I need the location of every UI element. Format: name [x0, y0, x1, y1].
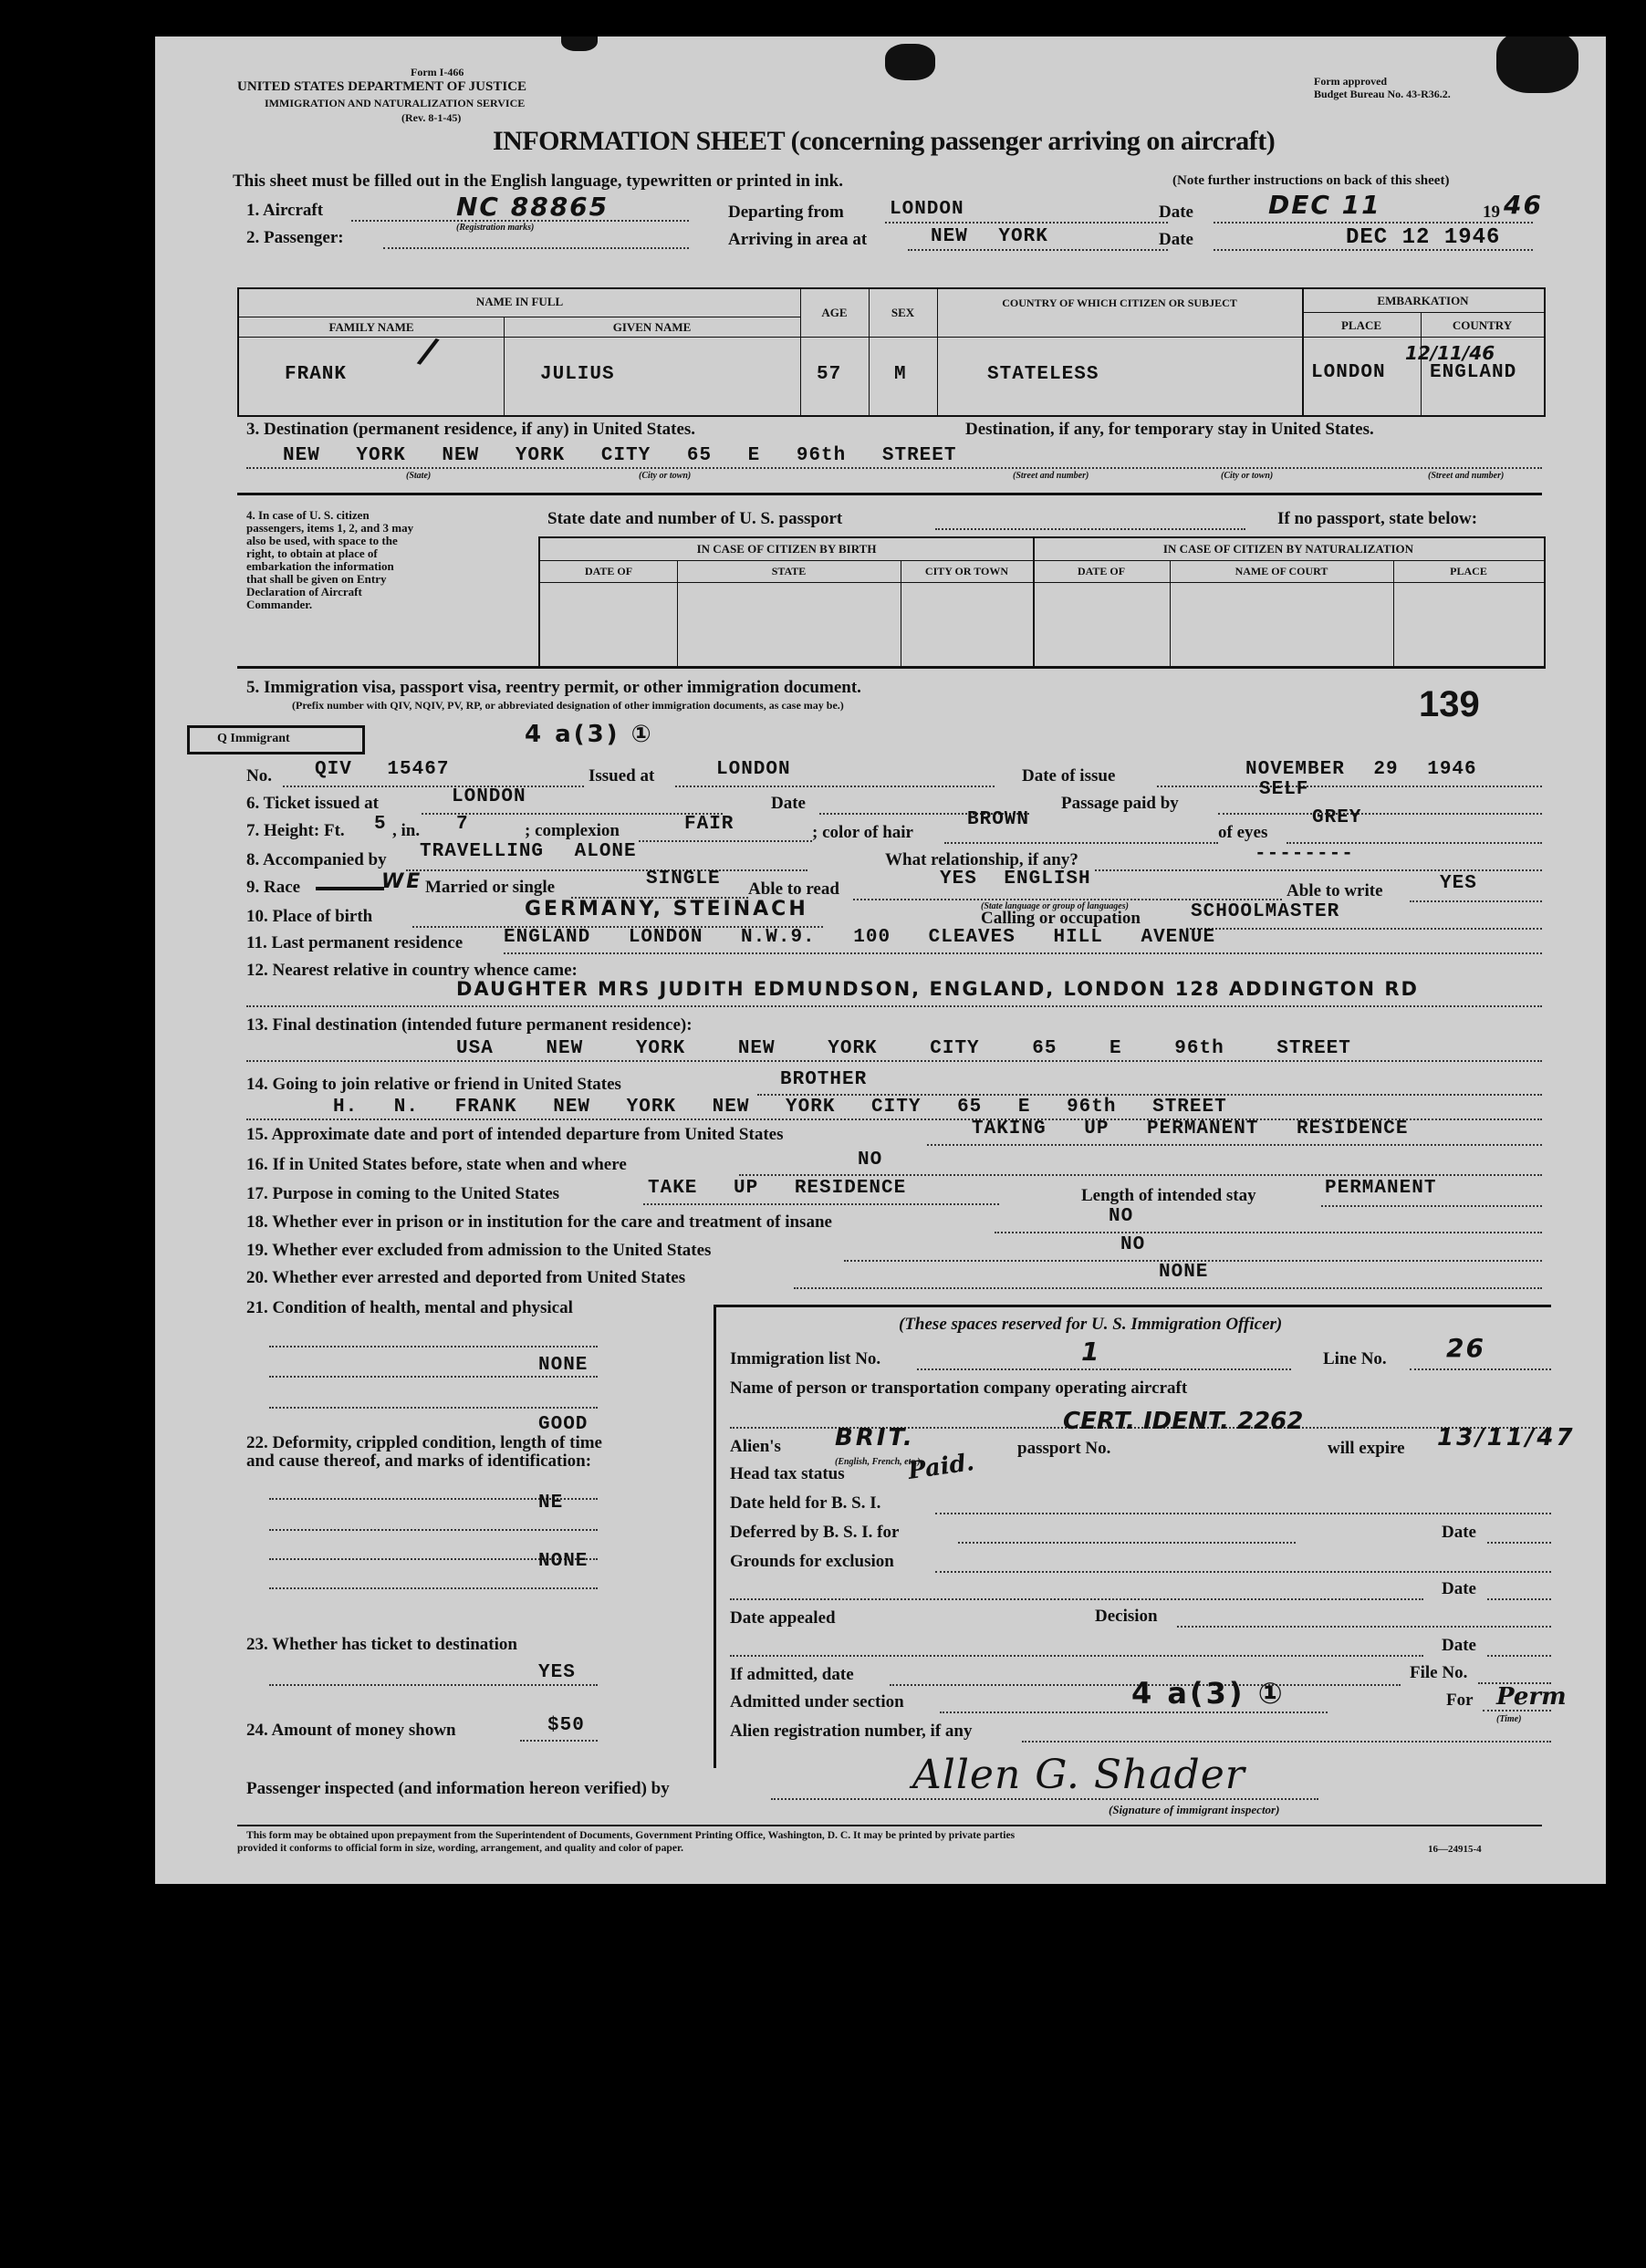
visa-number: QIV 15467: [315, 759, 450, 780]
given-name-header: GIVEN NAME: [612, 320, 692, 334]
destination-state-sub: (State): [406, 471, 432, 481]
ticket-value: LONDON: [452, 786, 526, 807]
prison-label: 18. Whether ever in prison or in institution for the care and treatment of insane: [246, 1212, 832, 1232]
ticket-date-label: Date: [771, 794, 806, 813]
previously-in-us-value: NO: [858, 1150, 883, 1170]
able-to-write-value: YES: [1440, 873, 1477, 894]
married-value: SINGLE: [646, 869, 721, 890]
destination-value: NEW YORK NEW YORK CITY 65 E 96th STREET: [283, 445, 957, 466]
head-tax-value: Paid.: [906, 1449, 976, 1485]
country-header: COUNTRY OF WHICH CITIZEN OR SUBJECT: [1002, 297, 1237, 309]
height-ft: 5: [374, 814, 387, 835]
visa-no-label: No.: [246, 766, 272, 785]
temp-street-sub: (Street and number): [1428, 471, 1505, 481]
married-label: Married or single: [425, 878, 556, 897]
form-code: 16—24915-4: [1428, 1844, 1482, 1855]
relationship-value: --------: [1255, 844, 1354, 865]
inspected-label: Passenger inspected (and information hereon verified) by: [246, 1779, 670, 1798]
excluded-value: NO: [1120, 1234, 1146, 1255]
family-name-value: FRANK: [285, 364, 348, 385]
appealed-label: Date appealed: [730, 1608, 836, 1628]
language-sub: (State language or group of languages): [981, 901, 1129, 911]
decision-label: Decision: [1095, 1607, 1158, 1626]
accompanied-label: 8. Accompanied by: [246, 850, 387, 869]
stamp-number: 139: [1419, 684, 1480, 724]
immigrant-box: Q Immigrant: [187, 725, 365, 754]
deported-value: NONE: [1159, 1262, 1209, 1283]
age-value: 57: [817, 364, 842, 385]
money-label: 24. Amount of money shown: [246, 1721, 456, 1740]
final-destination-value: USA NEW YORK NEW YORK CITY 65 E 96th STREET: [456, 1038, 1351, 1059]
health-label: 21. Condition of health, mental and physical: [246, 1298, 573, 1317]
birthplace-value: GERMANY, STEINACH: [525, 898, 808, 921]
destination-street-sub: (Street and number): [1013, 471, 1089, 481]
going-to-join-value: BROTHER: [780, 1069, 868, 1090]
name-in-full-header: NAME IN FULL: [475, 295, 564, 308]
occupation-value: SCHOOLMASTER: [1191, 901, 1340, 922]
grounds-date-label: Date: [1442, 1579, 1476, 1598]
ink-blot: [561, 36, 598, 51]
for-sub: (Time): [1496, 1714, 1522, 1724]
col-city-or-town: CITY OR TOWN: [924, 565, 1009, 577]
arrival-date-stamp: DEC 12 1946: [1346, 225, 1501, 250]
country-col-header: COUNTRY: [1452, 318, 1513, 332]
visa-sub: (Prefix number with QIV, NQIV, PV, RP, or abbreviated designation of other immigration documents, as case may be.): [292, 699, 844, 712]
line-no-label: Line No.: [1323, 1349, 1387, 1368]
temporary-destination-label: Destination, if any, for temporary stay in United States.: [965, 420, 1374, 439]
visa-label: 5. Immigration visa, passport visa, reentry permit, or other immigration document.: [246, 678, 861, 697]
money-value: $50: [547, 1715, 585, 1736]
race-label: 9. Race: [246, 878, 301, 897]
approval-line-2: Budget Bureau No. 43-R36.2.: [1314, 88, 1451, 100]
prison-value: NO: [1109, 1206, 1134, 1227]
footer-note-1: This form may be obtained upon prepayment from the Superintendent of Documents, Government Printing Office, Washington, D. C. It may be printed by private parties: [246, 1829, 1016, 1841]
arriving-label: Arriving in area at: [728, 230, 868, 249]
height-in-label: , in.: [392, 821, 421, 840]
name-table: [237, 287, 1546, 417]
embark-place-value: LONDON: [1311, 362, 1386, 383]
passage-paid-label: Passage paid by: [1061, 794, 1179, 813]
health-value-2: GOOD: [538, 1414, 589, 1435]
race-value: WE: [381, 870, 423, 893]
place-header: PLACE: [1340, 318, 1382, 332]
deformity-label: 22. Deformity, crippled condition, length of time and cause thereof, and marks of identification:: [246, 1433, 602, 1471]
passport-no-value: CERT. IDENT. 2262: [1063, 1408, 1304, 1435]
operator-label: Name of person or transportation company operating aircraft: [730, 1378, 1188, 1398]
passage-paid-value: SELF: [1259, 779, 1309, 800]
temp-city-sub: (City or town): [1221, 471, 1274, 481]
col-name-of-court: NAME OF COURT: [1234, 565, 1328, 577]
signature-sub: (Signature of immigrant inspector): [1109, 1803, 1280, 1816]
deferred-label: Deferred by B. S. I. for: [730, 1523, 900, 1542]
date-of-issue-value: NOVEMBER 29 1946: [1245, 759, 1477, 780]
date-of-issue-label: Date of issue: [1022, 766, 1116, 785]
footer-note-2: provided it conforms to official form in size, wording, arrangement, and quality and color of paper.: [237, 1842, 683, 1854]
eyes-value: GREY: [1312, 807, 1362, 828]
ticket-destination-label: 23. Whether has ticket to destination: [246, 1635, 517, 1654]
length-of-stay-value: PERMANENT: [1325, 1178, 1437, 1199]
inspector-signature: Allen G. Shader: [912, 1752, 1245, 1798]
passport-no-label: passport No.: [1017, 1439, 1111, 1458]
departing-label: Departing from: [728, 203, 844, 222]
passport-label: State date and number of U. S. passport: [547, 509, 843, 528]
departure-date: DEC 11: [1268, 190, 1381, 220]
admitted-section-value: 4 a(3) ①: [1131, 1676, 1286, 1711]
issued-at-value: LONDON: [716, 759, 791, 780]
deferred-date-label: Date: [1442, 1523, 1476, 1542]
ink-blot: [885, 44, 935, 80]
able-to-write-label: Able to write: [1287, 881, 1383, 900]
for-value: Perm: [1496, 1683, 1567, 1711]
col-place: PLACE: [1450, 565, 1487, 577]
for-label: For: [1446, 1691, 1474, 1710]
previously-in-us-label: 16. If in United States before, state when and where: [246, 1155, 627, 1174]
health-value-1: NONE: [538, 1355, 589, 1376]
col-state: STATE: [771, 565, 807, 577]
line-no-value: 26: [1446, 1333, 1485, 1363]
deformity-value-2: NONE: [538, 1551, 589, 1572]
date-label-2: Date: [1159, 230, 1193, 249]
ink-blot: [1496, 36, 1578, 93]
aircraft-value: NC 88865: [456, 192, 609, 222]
destination-label: 3. Destination (permanent residence, if any) in United States.: [246, 420, 696, 439]
going-to-join-label: 14. Going to join relative or friend in United States: [246, 1075, 621, 1094]
excluded-label: 19. Whether ever excluded from admission to the United States: [246, 1241, 712, 1260]
final-destination-label: 13. Final destination (intended future permanent residence):: [246, 1015, 693, 1035]
approval-line-1: Form approved: [1314, 75, 1388, 88]
visa-section-handwritten: 4 a(3) ①: [525, 721, 654, 748]
embark-date-handwritten: 12/11/46: [1405, 342, 1495, 364]
aircraft-sub: (Registration marks): [456, 223, 535, 233]
age-header: AGE: [821, 306, 848, 319]
citizen-table: [538, 536, 1546, 669]
embarkation-header: EMBARKATION: [1377, 294, 1469, 307]
alien-nationality-value: BRIT.: [835, 1424, 915, 1451]
nearest-relative-value: DAUGHTER MRS JUDITH EDMUNDSON, ENGLAND, LONDON 128 ADDINGTON RD: [456, 978, 1419, 1000]
department: UNITED STATES DEPARTMENT OF JUSTICE: [237, 79, 527, 94]
form-number: Form I-466: [411, 66, 464, 78]
purpose-label: 17. Purpose in coming to the United States: [246, 1184, 560, 1203]
head-tax-label: Head tax status: [730, 1464, 845, 1483]
destination-city-sub: (City or town): [639, 471, 692, 481]
departure-label: 15. Approximate date and port of intended departure from United States: [246, 1125, 784, 1144]
year-prefix: 19: [1483, 203, 1500, 222]
issued-at-label: Issued at: [589, 766, 655, 785]
arriving-value: NEW YORK: [931, 226, 1048, 247]
alien-sub: (English, French, etc.): [835, 1457, 921, 1467]
family-name-header: FAMILY NAME: [328, 320, 414, 334]
able-to-read-value: YES ENGLISH: [940, 869, 1091, 890]
instruction: This sheet must be filled out in the English language, typewritten or printed in ink.: [233, 172, 843, 191]
admitted-section-label: Admitted under section: [730, 1692, 904, 1711]
alien-label: Alien's: [730, 1437, 781, 1456]
sex-value: M: [894, 364, 907, 385]
item4-instruction: 4. In case of U. S. citizen passengers, items 1, 2, and 3 may also be used, with space to the right, to obtain at place of embarkation the information that shall be given on Entry Declaration of Aircraft Commander.: [246, 508, 414, 611]
passenger-label: 2. Passenger:: [246, 228, 344, 247]
relative-address-value: H. N. FRANK NEW YORK NEW YORK CITY 65 E 96th STREET: [333, 1097, 1227, 1118]
last-residence-value: ENGLAND LONDON N.W.9. 100 CLEAVES HILL AVENUE: [504, 927, 1216, 948]
service: IMMIGRATION AND NATURALIZATION SERVICE: [265, 97, 526, 109]
col-date-of-1: DATE OF: [584, 565, 633, 577]
ticket-label: 6. Ticket issued at: [246, 794, 379, 813]
list-no-value: 1: [1081, 1337, 1101, 1367]
deformity-value-1: NE: [538, 1493, 564, 1514]
grounds-label: Grounds for exclusion: [730, 1552, 894, 1571]
embark-country-value: ENGLAND: [1430, 362, 1517, 383]
admitted-date-label: If admitted, date: [730, 1665, 854, 1684]
complexion-value: FAIR: [684, 814, 734, 835]
given-name-value: JULIUS: [540, 364, 615, 385]
height-label: 7. Height: Ft.: [246, 821, 345, 840]
revision: (Rev. 8-1-45): [401, 111, 462, 124]
able-to-read-label: Able to read: [748, 879, 839, 899]
birthplace-label: 10. Place of birth: [246, 907, 373, 926]
eyes-label: of eyes: [1218, 823, 1268, 842]
occupation-label: Calling or occupation: [981, 909, 1141, 928]
citizenship-value: STATELESS: [987, 364, 1099, 385]
page-title: INFORMATION SHEET (concerning passenger arriving on aircraft): [493, 126, 1276, 156]
aircraft-label: 1. Aircraft: [246, 201, 324, 220]
list-no-label: Immigration list No.: [730, 1349, 881, 1368]
expire-label: will expire: [1328, 1439, 1405, 1458]
check-mark: /: [414, 328, 443, 374]
departing-value: LONDON: [890, 199, 964, 220]
sex-header: SEX: [891, 306, 915, 319]
back-note: (Note further instructions on back of this sheet): [1172, 173, 1450, 188]
height-in: 7: [456, 814, 469, 835]
officer-section: [714, 1305, 1576, 1768]
complexion-label: ; complexion: [525, 821, 620, 840]
citizen-by-naturalization-header: IN CASE OF CITIZEN BY NATURALIZATION: [1162, 542, 1414, 556]
departure-year: 46: [1504, 190, 1543, 220]
form-sheet: [155, 36, 1606, 1884]
citizen-by-birth-header: IN CASE OF CITIZEN BY BIRTH: [696, 542, 877, 556]
relationship-label: What relationship, if any?: [885, 850, 1078, 869]
length-of-stay-label: Length of intended stay: [1081, 1186, 1256, 1205]
purpose-value: TAKE UP RESIDENCE: [648, 1178, 907, 1199]
expire-value: 13/11/47: [1437, 1424, 1576, 1451]
ticket-destination-value: YES: [538, 1662, 576, 1683]
nearest-relative-label: 12. Nearest relative in country whence came:: [246, 961, 578, 980]
accompanied-value: TRAVELLING ALONE: [420, 841, 637, 862]
last-residence-label: 11. Last permanent residence: [246, 933, 464, 952]
deported-label: 20. Whether ever arrested and deported from United States: [246, 1268, 686, 1287]
alien-registration-label: Alien registration number, if any: [730, 1722, 973, 1741]
departure-value: TAKING UP PERMANENT RESIDENCE: [972, 1118, 1409, 1139]
no-passport-label: If no passport, state below:: [1277, 509, 1478, 528]
officer-title: (These spaces reserved for U. S. Immigration Officer): [899, 1315, 1283, 1334]
date-held-label: Date held for B. S. I.: [730, 1493, 881, 1513]
date-label-1: Date: [1159, 203, 1193, 222]
hair-value: BROWN: [967, 809, 1030, 830]
col-date-of-2: DATE OF: [1077, 565, 1126, 577]
decision-date-label: Date: [1442, 1636, 1476, 1655]
file-no-label: File No.: [1410, 1663, 1468, 1682]
hair-label: ; color of hair: [812, 823, 913, 842]
